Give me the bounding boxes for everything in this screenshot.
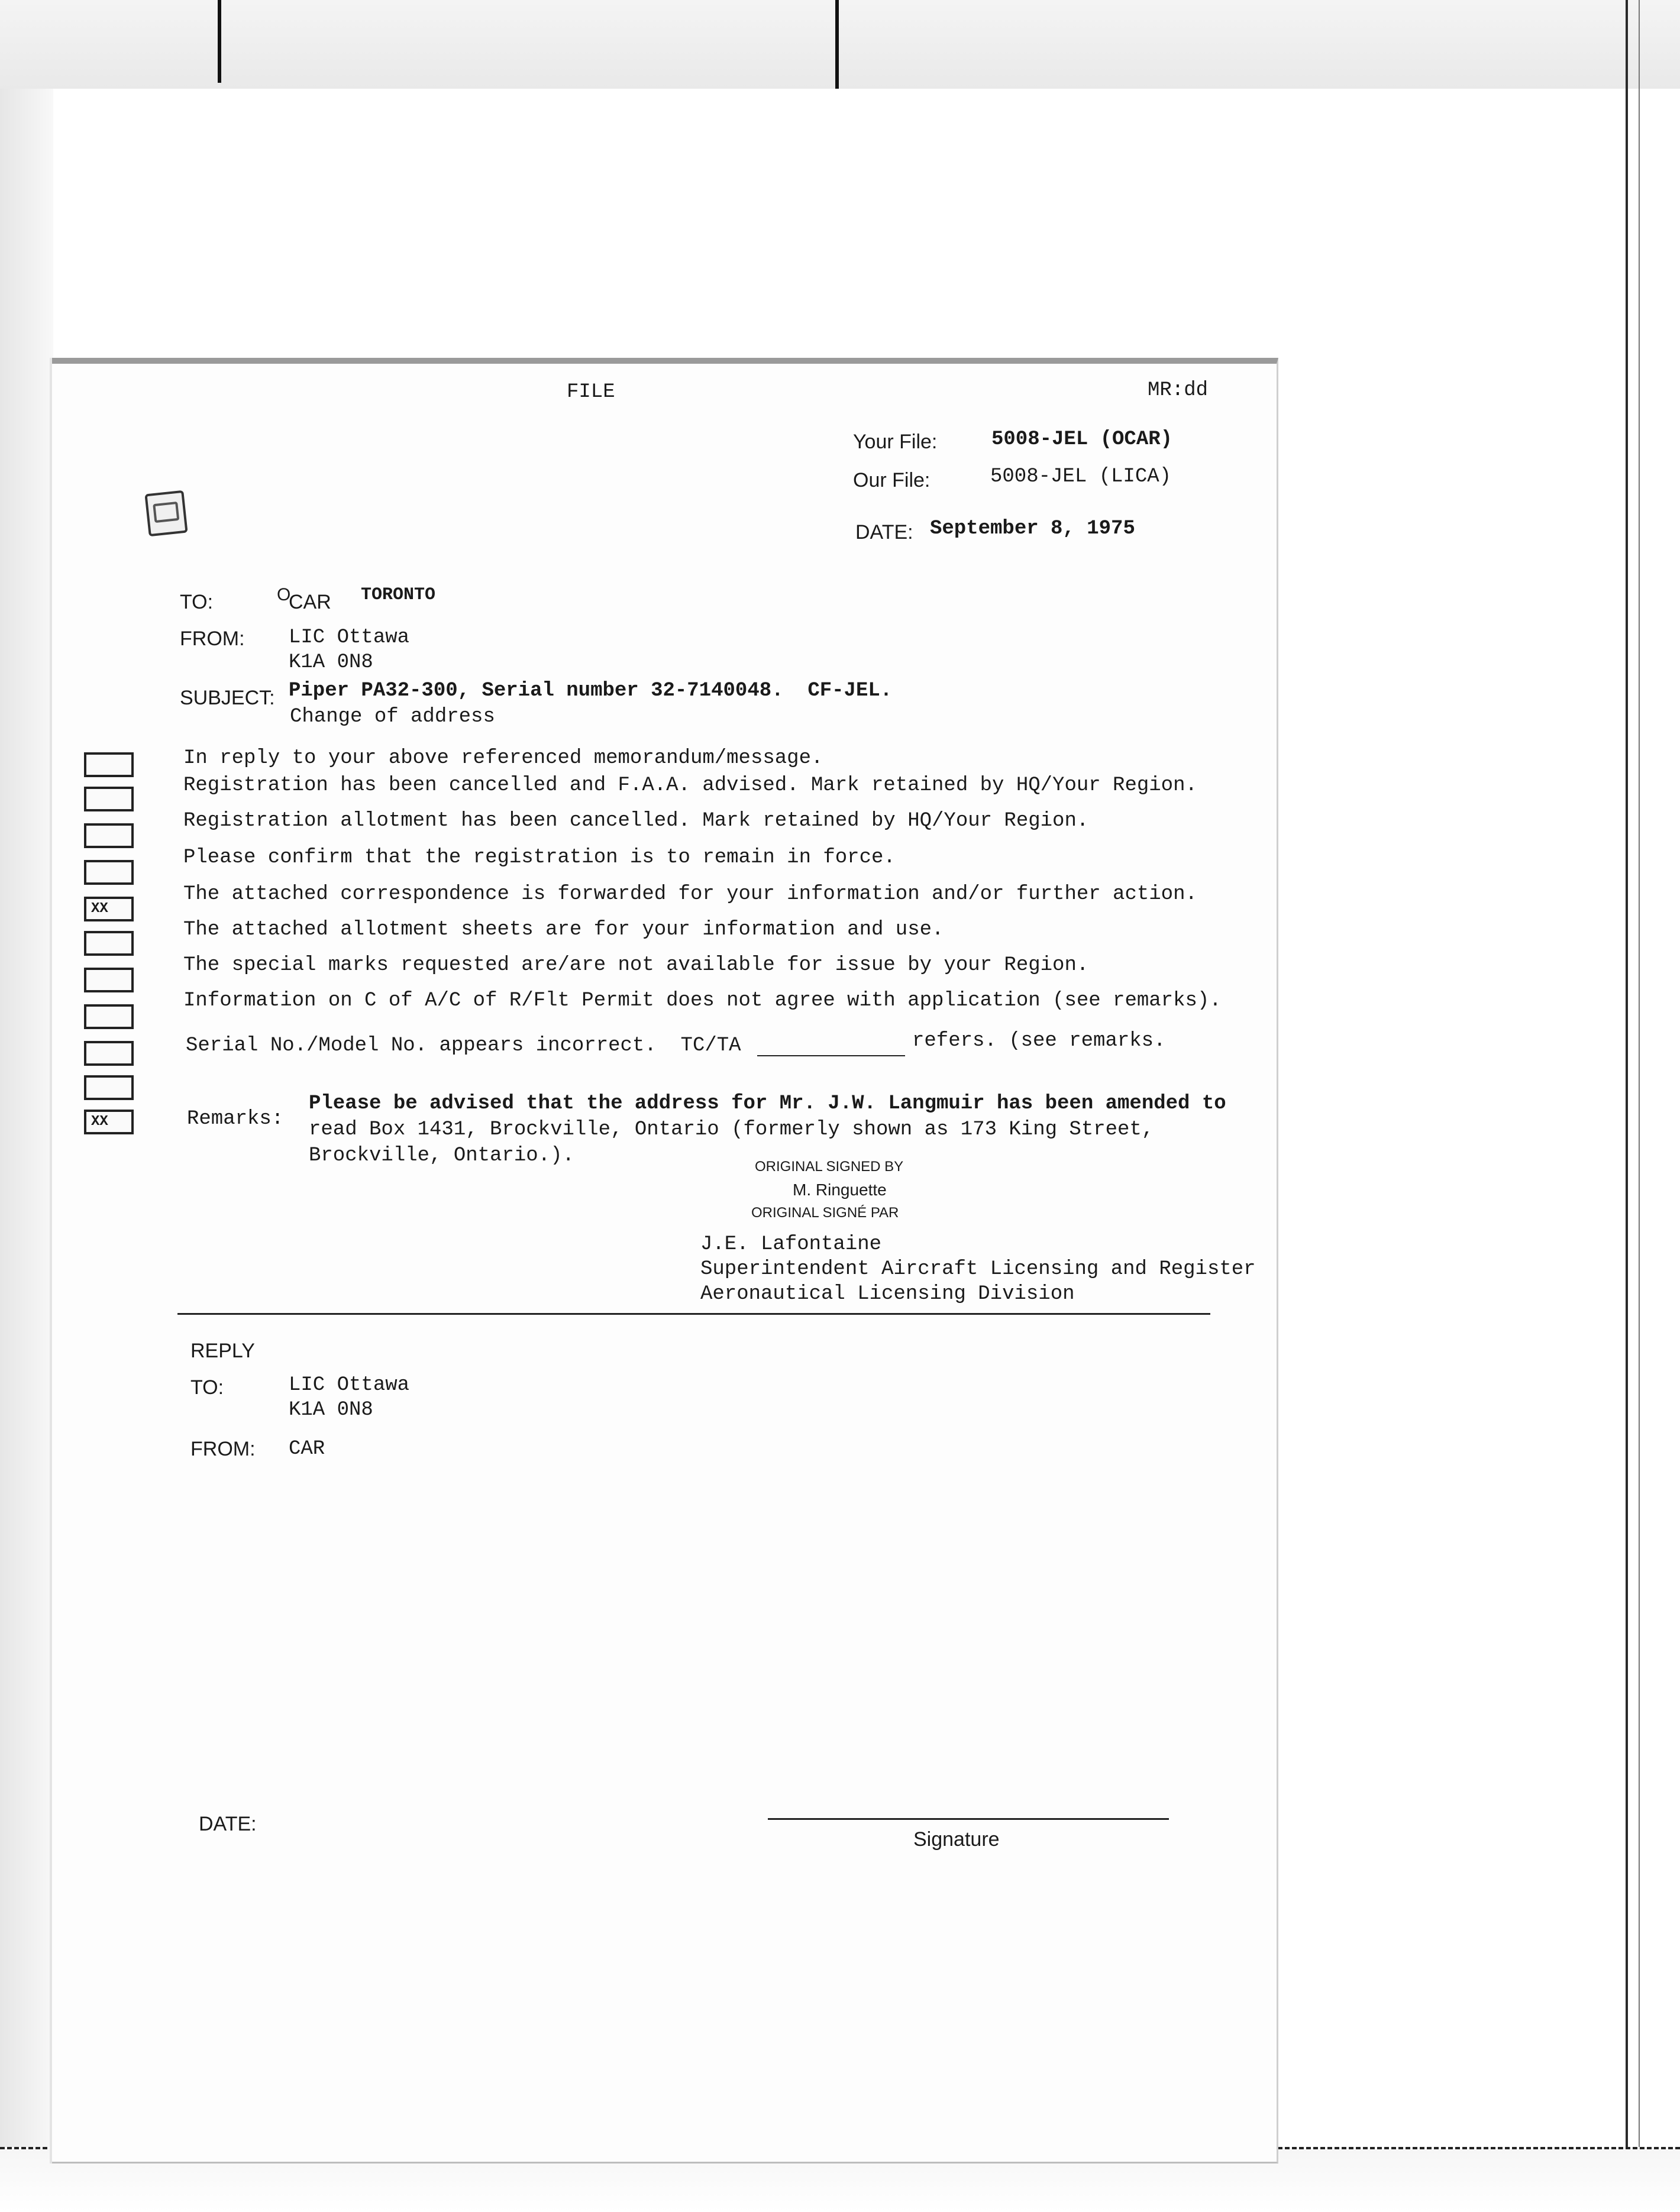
checklist-item-2: Registration has been cancelled and F.A.A. advised. Mark retained by HQ/Your Region. bbox=[183, 774, 1197, 797]
signature-label: Signature bbox=[913, 1828, 1000, 1851]
your-file-value: 5008-JEL (OCAR) bbox=[991, 428, 1173, 451]
scan-left-shadow bbox=[0, 89, 53, 2194]
checkbox[interactable] bbox=[84, 1075, 134, 1100]
checklist-item-6: The attached allotment sheets are for your information and use. bbox=[183, 919, 944, 941]
checkbox[interactable] bbox=[84, 860, 134, 885]
reply-date-label[interactable]: DATE: bbox=[199, 1813, 257, 1835]
subject-line-1: Piper PA32-300, Serial number 32-7140048. CF-JEL. bbox=[289, 680, 893, 702]
remarks-line-1: Please be advised that the address for Mr. J.W. Langmuir has been amended to bbox=[309, 1092, 1226, 1115]
checkbox-checked[interactable]: XX bbox=[84, 1110, 134, 1134]
date-label: DATE: bbox=[855, 521, 913, 544]
tc-ta-blank-line bbox=[757, 1055, 905, 1056]
file-label: FILE bbox=[567, 381, 615, 403]
scan-right-edge bbox=[1626, 0, 1628, 2210]
reply-from-label: FROM: bbox=[190, 1438, 256, 1460]
from-line-1: LIC Ottawa bbox=[289, 626, 410, 649]
from-line-2: K1A 0N8 bbox=[289, 651, 373, 674]
typist-initials: MR:dd bbox=[1148, 379, 1209, 402]
remarks-label: Remarks: bbox=[187, 1108, 284, 1130]
scan-top-shadow bbox=[0, 0, 1680, 89]
original-signe-stamp: ORIGINAL SIGNÉ PAR bbox=[751, 1205, 899, 1221]
scan-right-edge-secondary bbox=[1639, 0, 1640, 2210]
signatory-division: Aeronautical Licensing Division bbox=[700, 1283, 1075, 1305]
original-signed-stamp: ORIGINAL SIGNED BY bbox=[755, 1159, 904, 1175]
signature-line[interactable] bbox=[768, 1818, 1169, 1820]
from-label: FROM: bbox=[180, 628, 245, 650]
checklist-item-7: The special marks requested are/are not available for issue by your Region. bbox=[183, 954, 1089, 976]
remarks-line-2: read Box 1431, Brockville, Ontario (formerly shown as 173 King Street, bbox=[309, 1118, 1154, 1141]
scan-binder-line-left bbox=[218, 0, 221, 83]
scan-binder-line-right bbox=[835, 0, 839, 89]
stamp-signer-name: M. Ringuette bbox=[793, 1181, 887, 1199]
signatory-name: J.E. Lafontaine bbox=[700, 1233, 882, 1256]
your-file-label: Your File: bbox=[853, 431, 938, 453]
to-label: TO: bbox=[180, 591, 214, 613]
checklist-item-3: Registration allotment has been cancelled. Mark retained by HQ/Your Region. bbox=[183, 810, 1089, 832]
checklist-item-1: In reply to your above referenced memorandum/message. bbox=[183, 747, 823, 769]
to-city: TORONTO bbox=[361, 585, 436, 605]
checklist-item-4: Please confirm that the registration is to remain in force. bbox=[183, 846, 896, 869]
checkbox[interactable] bbox=[84, 968, 134, 992]
to-value: CAR bbox=[289, 591, 331, 613]
checkbox[interactable] bbox=[84, 823, 134, 848]
checkbox[interactable] bbox=[84, 931, 134, 956]
checklist-item-8: Information on C of A/C of R/Flt Permit does not agree with application (see remarks). bbox=[183, 989, 1222, 1012]
reply-divider bbox=[177, 1313, 1210, 1315]
our-file-value: 5008-JEL (LICA) bbox=[990, 465, 1172, 488]
serial-refers-text: refers. (see remarks. bbox=[912, 1030, 1166, 1052]
checkbox[interactable] bbox=[84, 752, 134, 777]
checkbox-checked[interactable]: XX bbox=[84, 897, 134, 921]
subject-line-2: Change of address bbox=[290, 706, 495, 728]
our-file-label: Our File: bbox=[853, 469, 931, 491]
remarks-line-3: Brockville, Ontario.). bbox=[309, 1144, 574, 1167]
checklist-item-5: The attached correspondence is forwarded for your information and/or further action. bbox=[183, 883, 1197, 906]
reply-to-label: TO: bbox=[190, 1376, 224, 1399]
reply-to-line-2: K1A 0N8 bbox=[289, 1399, 373, 1421]
to-value-prefix: O bbox=[277, 585, 291, 604]
checklist-item-9: Serial No./Model No. appears incorrect. TC/TA bbox=[186, 1034, 741, 1057]
reply-from-value: CAR bbox=[289, 1438, 325, 1460]
subject-label: SUBJECT: bbox=[180, 687, 275, 709]
checkbox[interactable] bbox=[84, 1004, 134, 1029]
signatory-title: Superintendent Aircraft Licensing and Register bbox=[700, 1258, 1256, 1280]
reply-heading: REPLY bbox=[190, 1340, 255, 1362]
checkbox[interactable] bbox=[84, 787, 134, 811]
reply-to-line-1: LIC Ottawa bbox=[289, 1374, 410, 1396]
date-value: September 8, 1975 bbox=[930, 518, 1135, 540]
checkbox[interactable] bbox=[84, 1041, 134, 1066]
paper-clip-icon bbox=[144, 490, 188, 537]
